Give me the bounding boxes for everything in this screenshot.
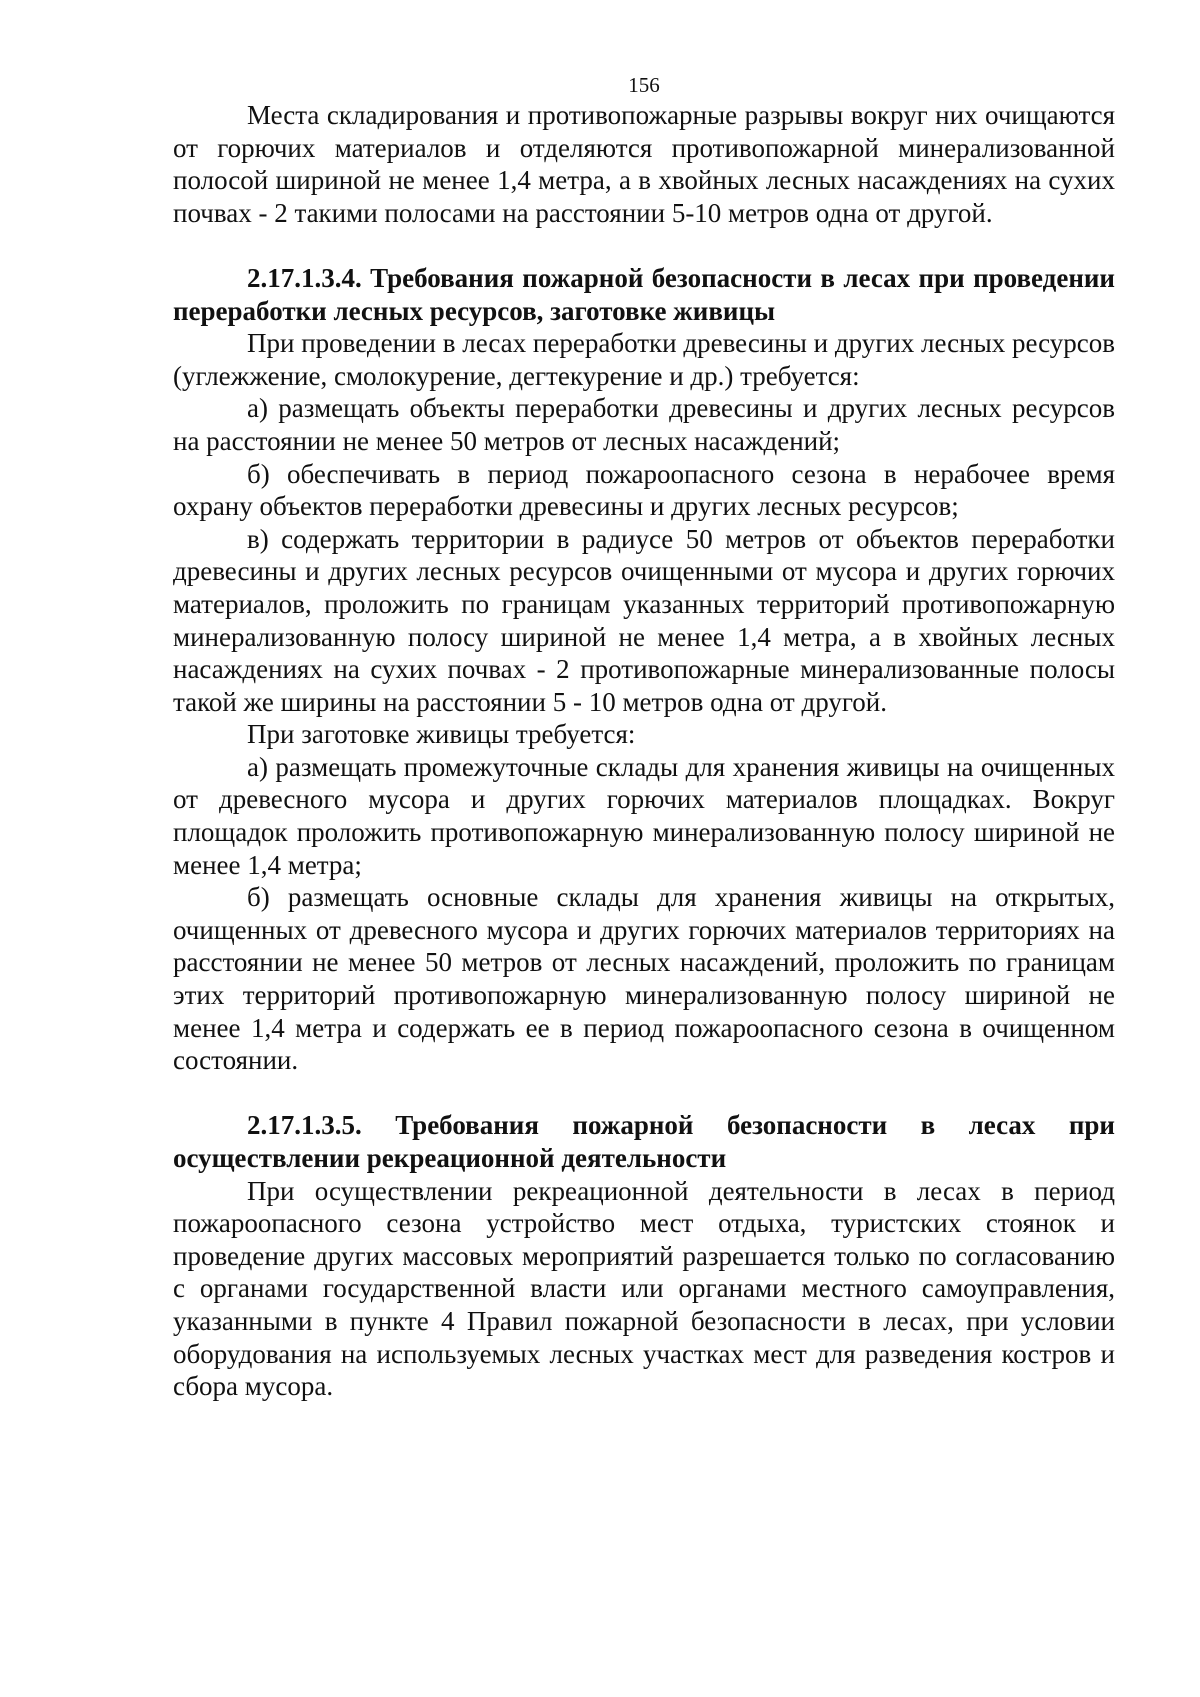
section-heading-processing: 2.17.1.3.4. Требования пожарной безопасности в лесах при проведении переработки лесных ресурсов, заготовке живицы	[173, 262, 1115, 326]
paragraph-item-a-processing: а) размещать объекты переработки древесины и других лесных ресурсов на расстоянии не менее 50 метров от лесных насаждений;	[173, 393, 1115, 456]
section-heading-recreation: 2.17.1.3.5. Требования пожарной безопасности в лесах при осуществлении рекреационной деятельности	[173, 1110, 1115, 1173]
paragraph-storage-sites: Места складирования и противопожарные разрывы вокруг них очищаются от горючих материалов и отделяются противопожарной минерализованной полосой шириной не менее 1,4 метра, а в хвойных лесных насаждениях на сухих почвах - 2 такими полосами на расстоянии 5-10 метров одна от другой.	[173, 100, 1115, 228]
paragraph-item-a-resin: а) размещать промежуточные склады для хранения живицы на очищенных от древесного мусора и других горючих материалов площадках. Вокруг площадок проложить противопожарную минерализованную полосу шириной не менее 1,4 метра;	[173, 751, 1115, 880]
paragraph-item-b-processing: б) обеспечивать в период пожароопасного сезона в нерабочее время охрану объектов переработки древесины и других лесных ресурсов;	[173, 458, 1115, 522]
paragraph-resin-intro: При заготовке живицы требуется:	[247, 719, 636, 750]
paragraph-processing-intro: При проведении в лесах переработки древесины и других лесных ресурсов (углежжение, смолокурение, дегтекурение и др.) требуется:	[173, 328, 1115, 391]
page-number: 156	[628, 73, 660, 97]
paragraph-item-v-processing: в) содержать территории в радиусе 50 метров от объектов переработки древесины и других лесных ресурсов очищенными от мусора и других горючих материалов, проложить по границам указанных территорий противопожарную минерализованную полосу шириной не менее 1,4 метра, а в хвойных лесных насаждениях на сухих почвах - 2 противопожарные минерализованные полосы такой же ширины на расстоянии 5 - 10 метров одна от другой.	[173, 523, 1115, 717]
paragraph-item-b-resin: б) размещать основные склады для хранения живицы на открытых, очищенных от древесного мусора и других горючих материалов территориях на расстоянии не менее 50 метров от лесных насаждений, проложить по границам этих территорий противопожарную минерализованную полосу шириной не менее 1,4 метра и содержать ее в период пожароопасного сезона в очищенном состоянии.	[173, 882, 1115, 1076]
paragraph-recreation: При осуществлении рекреационной деятельности в лесах в период пожароопасного сезона устройство мест отдыха, туристских стоянок и проведение других массовых мероприятий разрешается только по согласованию с органами государственной власти или органами местного самоуправления, указанными в пункте 4 Правил пожарной безопасности в лесах, при условии оборудования на используемых лесных участках мест для разведения костров и сбора мусора.	[173, 1175, 1115, 1402]
section-gap	[173, 229, 1115, 262]
section-gap	[173, 1077, 1115, 1110]
document-page	[173, 72, 1115, 1403]
